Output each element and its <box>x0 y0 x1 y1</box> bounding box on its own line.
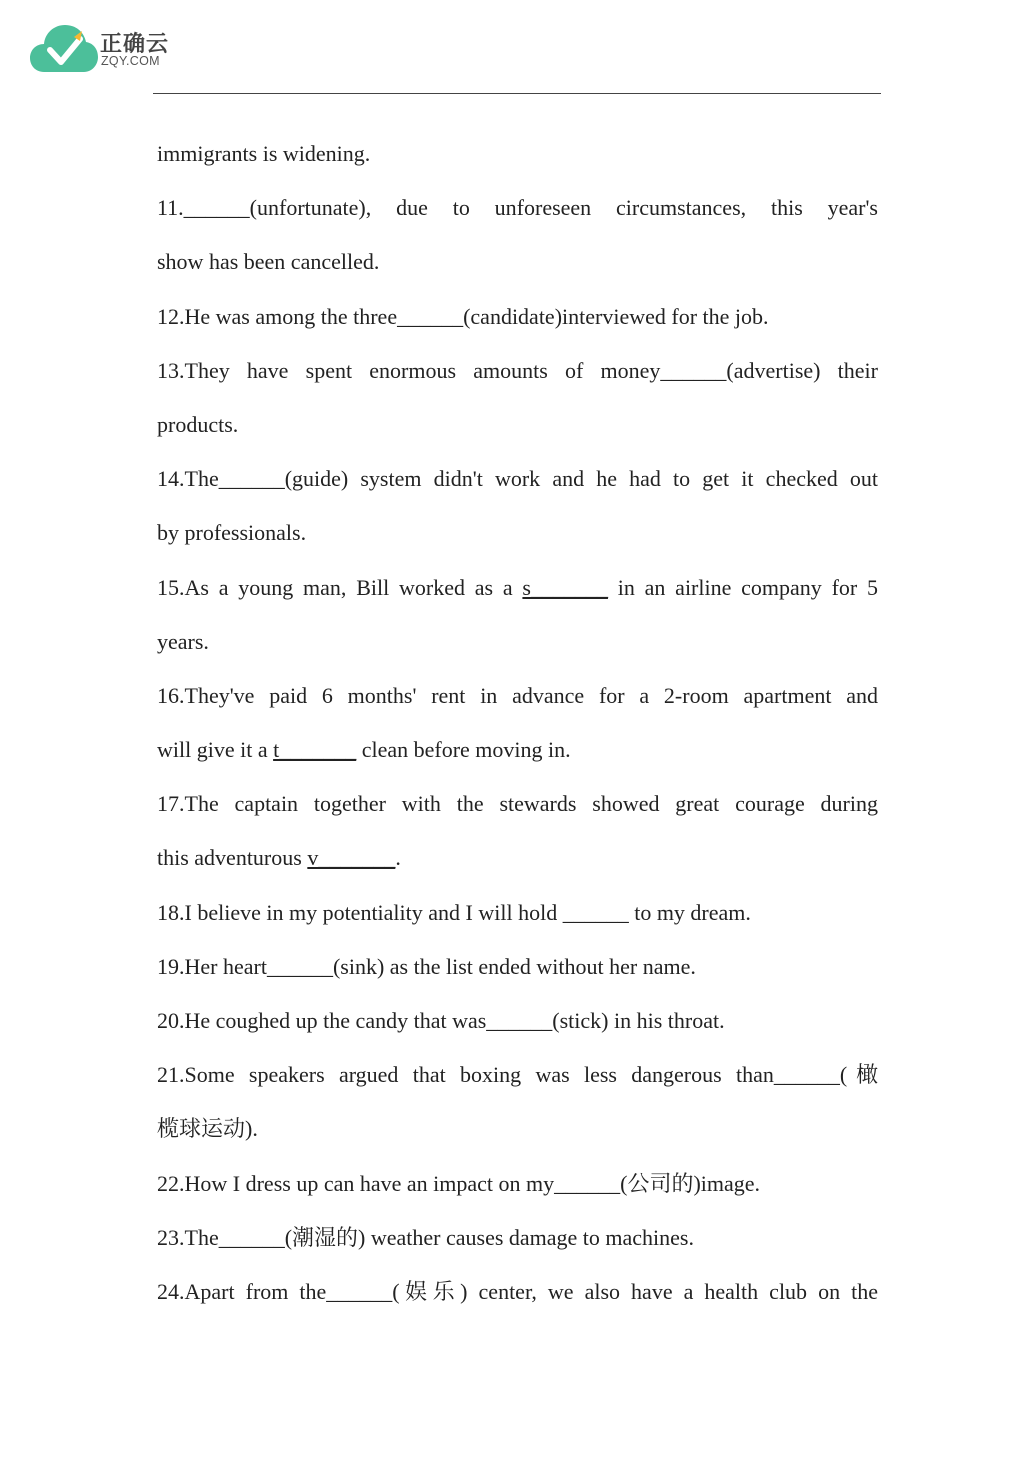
text-line: 榄球运动). <box>157 1116 258 1142</box>
text-line: years. <box>157 628 209 654</box>
line-text-before-blank: this adventurous <box>157 845 308 871</box>
text-line: 14.The______(guide) system didn't work and he had to get it checked out <box>157 466 878 492</box>
cloud-check-icon <box>30 22 98 74</box>
text-line: 23.The______(潮湿的) weather causes damage to machines. <box>157 1224 694 1250</box>
text-line: 24.Apart from the______(娱乐) center, we also have a health club on the <box>157 1278 878 1304</box>
text-line: show has been cancelled. <box>157 249 380 275</box>
text-line: by professionals. <box>157 520 307 546</box>
text-line: 18.I believe in my potentiality and I will hold ______ to my dream. <box>157 899 751 925</box>
text-line: 19.Her heart______(sink) as the list ended without her name. <box>157 953 696 979</box>
exercise-text <box>157 127 878 1319</box>
text-line: 16.They've paid 6 months' rent in advance for a 2-room apartment and <box>157 682 878 708</box>
text-line: immigrants is widening. <box>157 141 371 166</box>
text-line <box>157 831 878 885</box>
logo-domain-text: ZQY.COM <box>101 54 160 68</box>
line-text-before-blank: will give it a <box>157 737 274 763</box>
answer-blank: v_______ <box>307 845 396 871</box>
text-line: 21.Some speakers argued that boxing was less dangerous than______(橄 <box>157 1062 878 1088</box>
line-text-before-blank: 15.As a young man, Bill worked as a <box>157 574 523 600</box>
line-text-after-blank: in an airline company for 5 <box>607 574 878 600</box>
site-logo <box>30 22 180 74</box>
header-divider <box>153 93 881 94</box>
text-line: 22.How I dress up can have an impact on my______(公司的)image. <box>157 1170 761 1196</box>
answer-blank: s_______ <box>522 574 608 600</box>
answer-blank: t_______ <box>273 737 357 763</box>
text-line: 17.The captain together with the stewards showed great courage during <box>157 791 878 817</box>
line-text-after-blank: . <box>395 845 401 871</box>
logo-chinese-text: 正确云 <box>100 32 170 57</box>
text-line: 11.______(unfortunate), due to unforeseen circumstances, this year's <box>157 195 878 221</box>
text-line <box>157 723 878 777</box>
text-line: products. <box>157 411 239 437</box>
text-line: 20.He coughed up the candy that was______(stick) in his throat. <box>157 1008 725 1033</box>
line-text-after-blank: clean before moving in. <box>356 737 571 763</box>
text-line: 12.He was among the three______(candidate)interviewed for the job. <box>157 303 769 329</box>
text-line: 13.They have spent enormous amounts of money______(advertise) their <box>157 357 878 383</box>
text-line <box>157 561 878 615</box>
